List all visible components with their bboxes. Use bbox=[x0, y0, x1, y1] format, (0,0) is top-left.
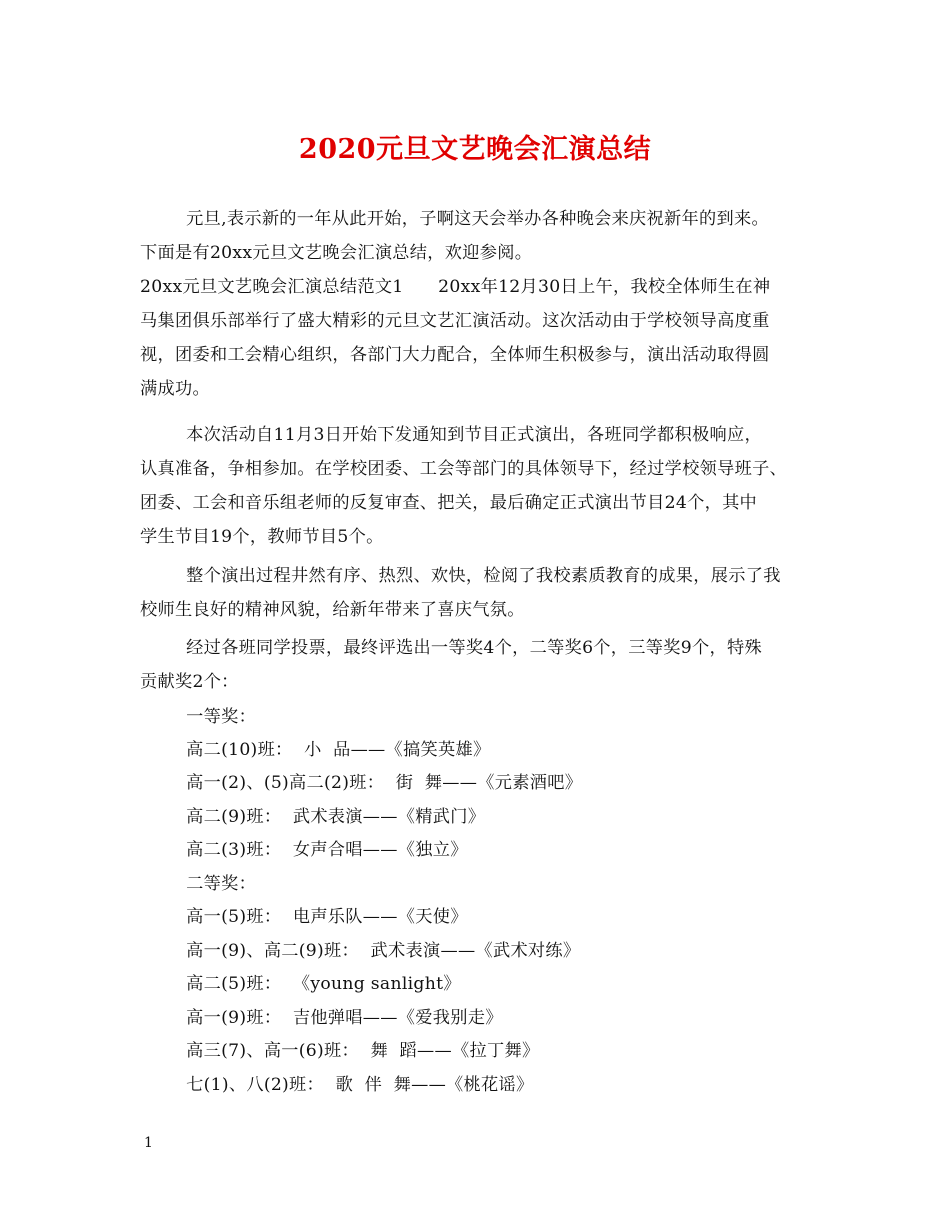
text-line: 学生节目19个，教师节目5个。 bbox=[140, 527, 384, 547]
text-line: 高一(9)班： 吉他弹唱——《爱我别走》 bbox=[140, 1008, 503, 1028]
text-line: 七(1)、八(2)班： 歌 伴 舞——《桃花谣》 bbox=[140, 1075, 534, 1095]
document-title: 2020元旦文艺晚会汇演总结 bbox=[298, 134, 652, 165]
text-line: 贡献奖2个： bbox=[140, 672, 239, 692]
text-line: 高二(9)班： 武术表演——《精武门》 bbox=[140, 807, 486, 827]
text-line: 高三(7)、高一(6)班： 舞 蹈——《拉丁舞》 bbox=[140, 1041, 540, 1061]
text-line: 20xx元旦文艺晚会汇演总结范文1 20xx年12月30日上午，我校全体师生在神 bbox=[140, 277, 771, 297]
text-line: 一等奖： bbox=[140, 707, 257, 727]
text-line: 高二(5)班： 《young sanlight》 bbox=[140, 974, 461, 994]
text-line: 经过各班同学投票，最终评选出一等奖4个，二等奖6个，三等奖9个，特殊 bbox=[140, 638, 762, 658]
text-line: 团委、工会和音乐组老师的反复审查、把关，最后确定正式演出节目24个，其中 bbox=[140, 493, 758, 513]
text-line: 校师生良好的精神风貌，给新年带来了喜庆气氛。 bbox=[140, 600, 525, 620]
text-line: 本次活动自11月3日开始下发通知到节目正式演出，各班同学都积极响应， bbox=[140, 425, 762, 445]
text-line: 元旦,表示新的一年从此开始，子啊这天会举办各种晚会来庆祝新年的到来。 bbox=[140, 209, 769, 229]
text-line: 高一(9)、高二(9)班： 武术表演——《武术对练》 bbox=[140, 941, 581, 961]
text-line: 认真准备，争相参加。在学校团委、工会等部门的具体领导下，经过学校领导班子、 bbox=[140, 459, 788, 479]
text-line: 高一(5)班： 电声乐队——《天使》 bbox=[140, 907, 468, 927]
text-line: 高二(3)班： 女声合唱——《独立》 bbox=[140, 840, 468, 860]
text-line: 高一(2)、(5)高二(2)班： 街 舞——《元素酒吧》 bbox=[140, 773, 583, 793]
text-line: 视，团委和工会精心组织，各部门大力配合，全体师生积极参与，演出活动取得圆 bbox=[140, 345, 770, 365]
text-line: 整个演出过程井然有序、热烈、欢快，检阅了我校素质教育的成果，展示了我 bbox=[140, 566, 781, 586]
text-line: 高二(10)班： 小 品——《搞笑英雄》 bbox=[140, 740, 491, 760]
text-line: 马集团俱乐部举行了盛大精彩的元旦文艺汇演活动。这次活动由于学校领导高度重 bbox=[140, 311, 770, 331]
text-line: 满成功。 bbox=[140, 379, 210, 399]
page-number: 1 bbox=[144, 1135, 153, 1151]
text-line: 下面是有20xx元旦文艺晚会汇演总结，欢迎参阅。 bbox=[140, 243, 533, 263]
text-line: 二等奖： bbox=[140, 874, 257, 894]
